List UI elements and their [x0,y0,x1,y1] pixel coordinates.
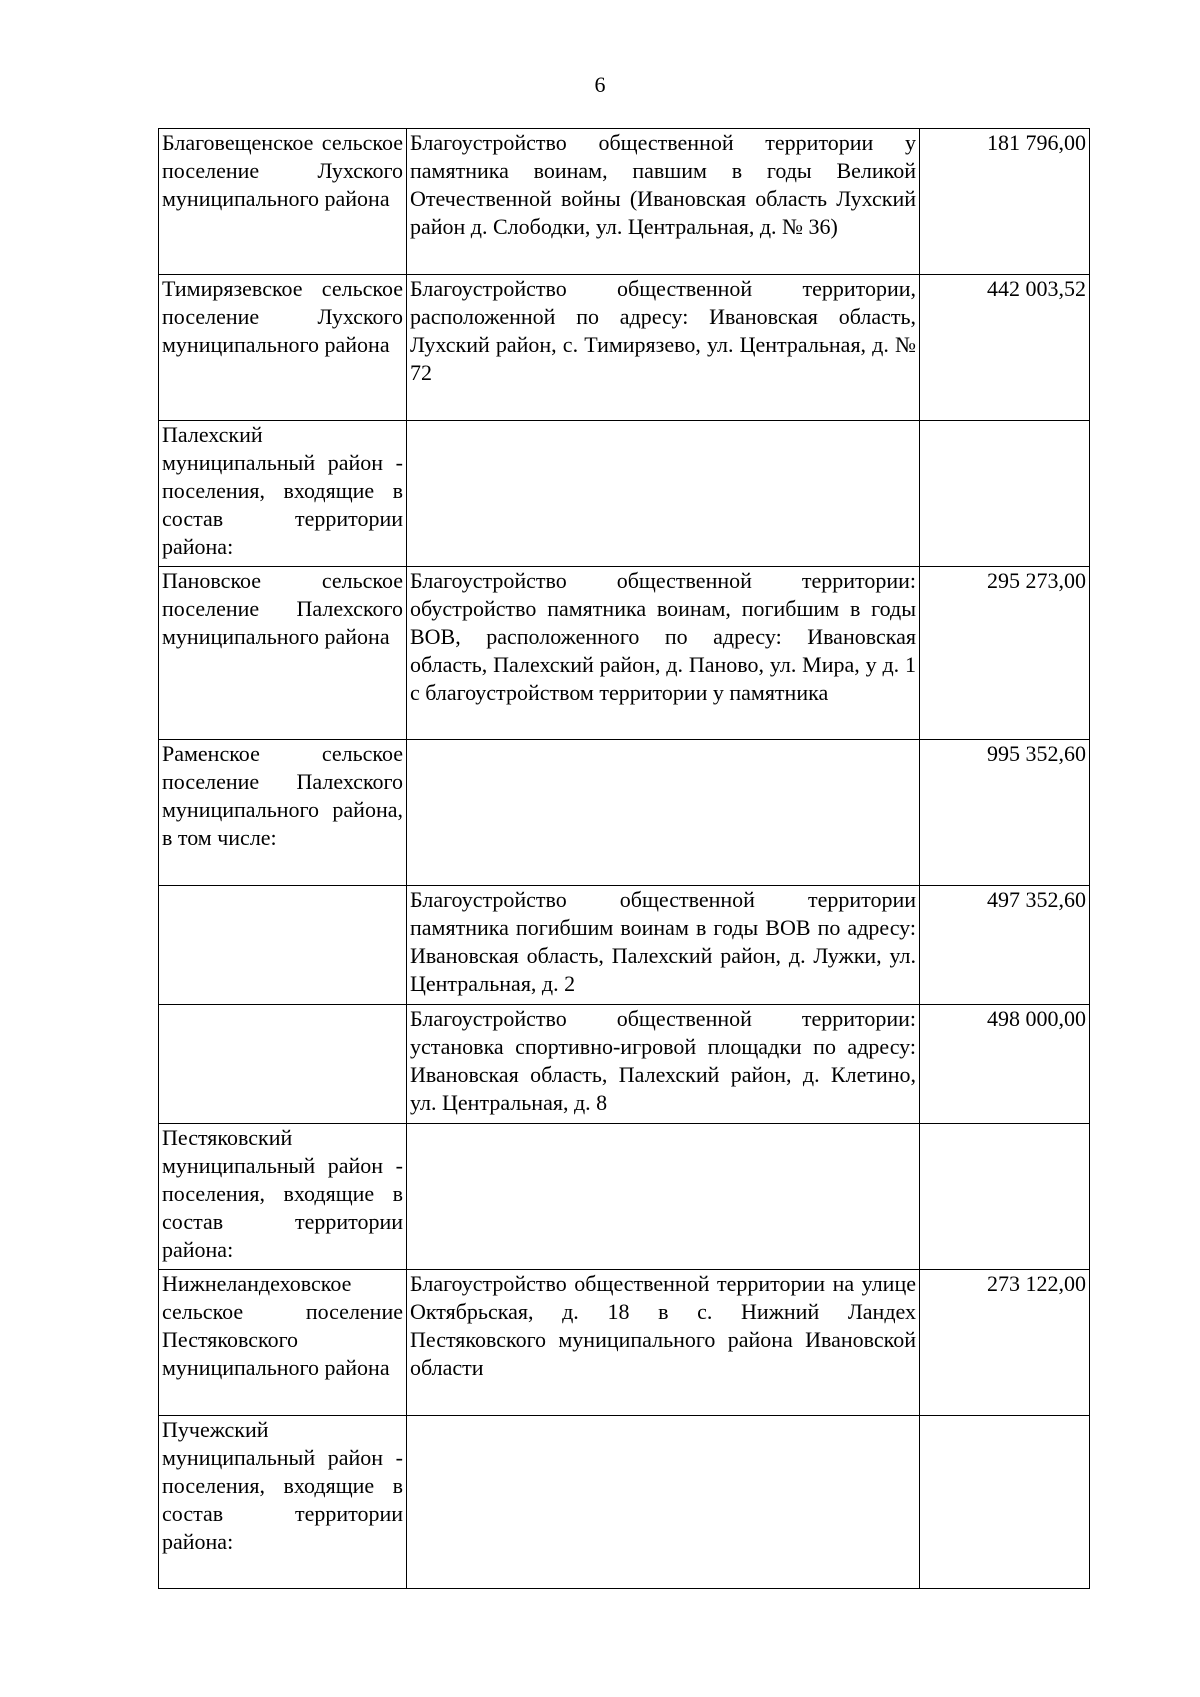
description-cell: Благоустройство общественной территории: обустройство памятника воинам, погибшим в годы ВОВ, расположенного по адресу: Ивановская область, Палехский район, д. Паново, ул. Мира, у д. 1 с благоустройством территории у памятника [407,567,920,740]
table-row [159,567,1090,740]
municipality-cell: Нижнеландеховское сельское поселение Пестяковского муниципального района [159,1270,407,1416]
description-cell: Благоустройство общественной территории у памятника воинам, павшим в годы Великой Отечественной войны (Ивановская область Лухский район д. Слободки, ул. Центральная, д. № 36) [407,129,920,275]
municipality-cell: Тимирязевское сельское поселение Лухского муниципального района [159,275,407,421]
funding-table [158,128,1090,1589]
amount-cell: 181 796,00 [920,129,1090,275]
municipality-cell [159,886,407,1005]
description-cell [407,421,920,567]
description-cell: Благоустройство общественной территории памятника погибшим воинам в годы ВОВ по адресу: Ивановская область, Палехский район, д. Лужки, ул. Центральная, д. 2 [407,886,920,1005]
description-cell [407,1416,920,1589]
municipality-cell [159,1005,407,1124]
description-cell: Благоустройство общественной территории на улице Октябрьская, д. 18 в с. Нижний Ландех Пестяковского муниципального района Ивановской области [407,1270,920,1416]
page-number: 6 [594,72,606,97]
description-cell [407,740,920,886]
amount-cell [920,1416,1090,1589]
table-row [159,1005,1090,1124]
table-row [159,1124,1090,1270]
amount-cell: 497 352,60 [920,886,1090,1005]
table-row [159,275,1090,421]
table-row [159,421,1090,567]
amount-cell: 995 352,60 [920,740,1090,886]
municipality-cell: Пучежский муниципальный район - поселения, входящие в состав территории района: [159,1416,407,1589]
amount-cell: 295 273,00 [920,567,1090,740]
table-row [159,1270,1090,1416]
municipality-cell: Палехский муниципальный район - поселения, входящие в состав территории района: [159,421,407,567]
municipality-cell: Раменское сельское поселение Палехского муниципального района, в том числе: [159,740,407,886]
municipality-cell: Пановское сельское поселение Палехского муниципального района [159,567,407,740]
amount-cell [920,421,1090,567]
description-cell: Благоустройство общественной территории: установка спортивно-игровой площадки по адресу: Ивановская область, Палехский район, д. Клетино, ул. Центральная, д. 8 [407,1005,920,1124]
municipality-cell: Благовещенское сельское поселение Лухского муниципального района [159,129,407,275]
description-cell [407,1124,920,1270]
table-row [159,1416,1090,1589]
description-cell: Благоустройство общественной территории, расположенной по адресу: Ивановская область, Лухский район, с. Тимирязево, ул. Центральная, д. № 72 [407,275,920,421]
amount-cell [920,1124,1090,1270]
table-body [159,129,1090,1589]
amount-cell: 442 003,52 [920,275,1090,421]
amount-cell: 273 122,00 [920,1270,1090,1416]
table-row [159,740,1090,886]
amount-cell: 498 000,00 [920,1005,1090,1124]
table-row [159,886,1090,1005]
municipality-cell: Пестяковский муниципальный район - поселения, входящие в состав территории района: [159,1124,407,1270]
table-row [159,129,1090,275]
